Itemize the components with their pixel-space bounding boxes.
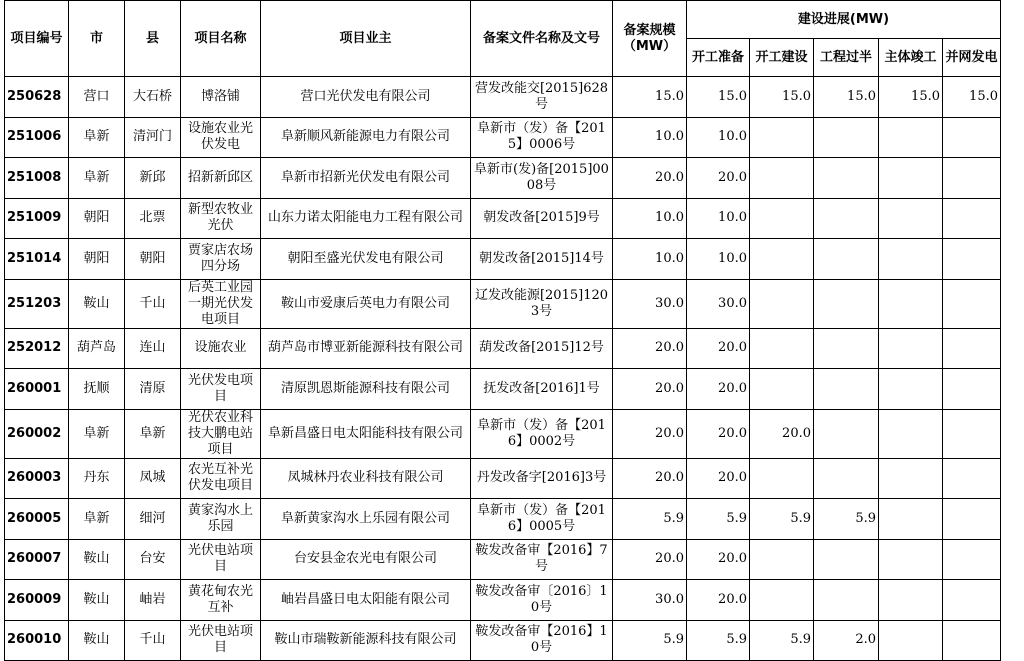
cell-county: 阜新 xyxy=(125,409,181,458)
cell-project-name: 设施农业光伏发电 xyxy=(181,117,261,158)
cell-capacity: 20.0 xyxy=(613,158,687,199)
cell-half xyxy=(814,580,879,621)
cell-project-name: 招新新邱区 xyxy=(181,158,261,199)
cell-owner: 阜新顺风新能源电力有限公司 xyxy=(261,117,471,158)
cell-half xyxy=(814,539,879,580)
table-row xyxy=(5,458,1001,499)
cell-started: 5.9 xyxy=(750,620,814,661)
cell-city: 抚顺 xyxy=(69,369,125,410)
cell-county: 连山 xyxy=(125,328,181,369)
cell-project-id: 260002 xyxy=(5,409,69,458)
table-row xyxy=(5,580,1001,621)
cell-half xyxy=(814,328,879,369)
cell-filing-doc: 阜新市(发)备[2015]0008号 xyxy=(471,158,613,199)
cell-project-name: 贾家店农场四分场 xyxy=(181,239,261,280)
table-row xyxy=(5,620,1001,661)
cell-owner: 山东力诺太阳能电力工程有限公司 xyxy=(261,198,471,239)
cell-half xyxy=(814,409,879,458)
cell-half: 15.0 xyxy=(814,77,879,118)
cell-project-name: 光伏电站项目 xyxy=(181,620,261,661)
table-row xyxy=(5,499,1001,540)
header-completed: 主体竣工 xyxy=(879,39,943,77)
cell-city: 葫芦岛 xyxy=(69,328,125,369)
cell-completed xyxy=(879,239,943,280)
cell-filing-doc: 阜新市（发）备【2015】0006号 xyxy=(471,117,613,158)
cell-filing-doc: 鞍发改备审【2016】7号 xyxy=(471,539,613,580)
cell-filing-doc: 阜新市（发）备【2016】0002号 xyxy=(471,409,613,458)
cell-capacity: 20.0 xyxy=(613,328,687,369)
header-progress: 建设进展(MW) xyxy=(687,1,1001,39)
cell-prep: 20.0 xyxy=(687,539,750,580)
cell-completed xyxy=(879,369,943,410)
cell-city: 丹东 xyxy=(69,458,125,499)
cell-grid xyxy=(943,117,1001,158)
cell-completed xyxy=(879,198,943,239)
cell-county: 千山 xyxy=(125,279,181,328)
project-table xyxy=(4,0,1001,661)
cell-project-id: 250628 xyxy=(5,77,69,118)
cell-capacity: 20.0 xyxy=(613,539,687,580)
cell-project-name: 光伏发电项目 xyxy=(181,369,261,410)
cell-project-id: 251008 xyxy=(5,158,69,199)
table-row xyxy=(5,369,1001,410)
cell-city: 鞍山 xyxy=(69,279,125,328)
cell-county: 新邱 xyxy=(125,158,181,199)
header-owner: 项目业主 xyxy=(261,1,471,77)
cell-prep: 30.0 xyxy=(687,279,750,328)
cell-owner: 鞍山市瑞鞍新能源科技有限公司 xyxy=(261,620,471,661)
cell-city: 鞍山 xyxy=(69,539,125,580)
cell-project-id: 260010 xyxy=(5,620,69,661)
table-row xyxy=(5,539,1001,580)
cell-owner: 营口光伏发电有限公司 xyxy=(261,77,471,118)
cell-project-id: 260001 xyxy=(5,369,69,410)
cell-started: 5.9 xyxy=(750,499,814,540)
cell-half xyxy=(814,117,879,158)
cell-capacity: 30.0 xyxy=(613,279,687,328)
cell-started xyxy=(750,580,814,621)
cell-city: 阜新 xyxy=(69,499,125,540)
header-prep: 开工准备 xyxy=(687,39,750,77)
header-city: 市 xyxy=(69,1,125,77)
cell-county: 清原 xyxy=(125,369,181,410)
cell-prep: 10.0 xyxy=(687,117,750,158)
cell-half xyxy=(814,198,879,239)
table-row xyxy=(5,409,1001,458)
cell-capacity: 20.0 xyxy=(613,369,687,410)
cell-capacity: 10.0 xyxy=(613,198,687,239)
cell-owner: 台安县金农光电有限公司 xyxy=(261,539,471,580)
cell-completed xyxy=(879,117,943,158)
cell-capacity: 15.0 xyxy=(613,77,687,118)
cell-completed xyxy=(879,458,943,499)
table-row xyxy=(5,198,1001,239)
cell-filing-doc: 营发改能交[2015]628号 xyxy=(471,77,613,118)
cell-completed xyxy=(879,620,943,661)
cell-completed xyxy=(879,409,943,458)
header-row-1 xyxy=(5,1,1001,39)
cell-city: 阜新 xyxy=(69,158,125,199)
cell-city: 朝阳 xyxy=(69,198,125,239)
cell-county: 凤城 xyxy=(125,458,181,499)
cell-filing-doc: 辽发改能源[2015]1203号 xyxy=(471,279,613,328)
cell-half: 2.0 xyxy=(814,620,879,661)
cell-city: 鞍山 xyxy=(69,580,125,621)
cell-started xyxy=(750,369,814,410)
cell-project-name: 黄家沟水上乐园 xyxy=(181,499,261,540)
cell-city: 朝阳 xyxy=(69,239,125,280)
table-row xyxy=(5,279,1001,328)
cell-grid xyxy=(943,328,1001,369)
cell-project-id: 251009 xyxy=(5,198,69,239)
cell-completed xyxy=(879,158,943,199)
cell-half: 5.9 xyxy=(814,499,879,540)
cell-started: 15.0 xyxy=(750,77,814,118)
cell-owner: 阜新市招新光伏发电有限公司 xyxy=(261,158,471,199)
cell-grid xyxy=(943,158,1001,199)
cell-project-id: 260003 xyxy=(5,458,69,499)
cell-capacity: 20.0 xyxy=(613,458,687,499)
cell-owner: 鞍山市爱康后英电力有限公司 xyxy=(261,279,471,328)
cell-grid xyxy=(943,580,1001,621)
cell-filing-doc: 抚发改备[2016]1号 xyxy=(471,369,613,410)
header-half: 工程过半 xyxy=(814,39,879,77)
cell-half xyxy=(814,158,879,199)
cell-project-name: 博洛铺 xyxy=(181,77,261,118)
cell-prep: 15.0 xyxy=(687,77,750,118)
table-row xyxy=(5,77,1001,118)
cell-filing-doc: 朝发改备[2015]9号 xyxy=(471,198,613,239)
table-row xyxy=(5,117,1001,158)
cell-completed xyxy=(879,279,943,328)
cell-project-name: 新型农牧业光伏 xyxy=(181,198,261,239)
cell-started xyxy=(750,328,814,369)
cell-owner: 岫岩昌盛日电太阳能有限公司 xyxy=(261,580,471,621)
cell-project-id: 251203 xyxy=(5,279,69,328)
cell-grid xyxy=(943,620,1001,661)
table-row xyxy=(5,328,1001,369)
cell-project-name: 设施农业 xyxy=(181,328,261,369)
table-row xyxy=(5,239,1001,280)
cell-county: 台安 xyxy=(125,539,181,580)
cell-filing-doc: 鞍发改备审〔2016〕10号 xyxy=(471,580,613,621)
cell-completed xyxy=(879,499,943,540)
cell-grid xyxy=(943,369,1001,410)
table-row xyxy=(5,158,1001,199)
cell-prep: 20.0 xyxy=(687,409,750,458)
cell-started xyxy=(750,158,814,199)
cell-project-id: 252012 xyxy=(5,328,69,369)
cell-owner: 凤城林丹农业科技有限公司 xyxy=(261,458,471,499)
cell-county: 朝阳 xyxy=(125,239,181,280)
cell-owner: 葫芦岛市博亚新能源科技有限公司 xyxy=(261,328,471,369)
cell-grid xyxy=(943,239,1001,280)
cell-started xyxy=(750,117,814,158)
cell-project-id: 260005 xyxy=(5,499,69,540)
cell-county: 大石桥 xyxy=(125,77,181,118)
cell-half xyxy=(814,279,879,328)
cell-grid xyxy=(943,409,1001,458)
header-started: 开工建设 xyxy=(750,39,814,77)
cell-half xyxy=(814,458,879,499)
header-capacity: 备案规模（MW） xyxy=(613,1,687,77)
cell-grid: 15.0 xyxy=(943,77,1001,118)
cell-prep: 20.0 xyxy=(687,328,750,369)
cell-project-name: 黄花甸农光互补 xyxy=(181,580,261,621)
cell-owner: 阜新黄家沟水上乐园有限公司 xyxy=(261,499,471,540)
cell-capacity: 10.0 xyxy=(613,117,687,158)
cell-county: 细河 xyxy=(125,499,181,540)
cell-prep: 20.0 xyxy=(687,458,750,499)
cell-started: 20.0 xyxy=(750,409,814,458)
cell-owner: 阜新昌盛日电太阳能科技有限公司 xyxy=(261,409,471,458)
cell-filing-doc: 阜新市（发）备【2016】0005号 xyxy=(471,499,613,540)
cell-owner: 清原凯恩斯能源科技有限公司 xyxy=(261,369,471,410)
cell-project-id: 260007 xyxy=(5,539,69,580)
cell-project-name: 农光互补光伏发电项目 xyxy=(181,458,261,499)
cell-owner: 朝阳至盛光伏发电有限公司 xyxy=(261,239,471,280)
cell-capacity: 10.0 xyxy=(613,239,687,280)
cell-capacity: 30.0 xyxy=(613,580,687,621)
cell-city: 阜新 xyxy=(69,117,125,158)
cell-county: 千山 xyxy=(125,620,181,661)
cell-grid xyxy=(943,539,1001,580)
cell-project-id: 251006 xyxy=(5,117,69,158)
header-grid: 并网发电 xyxy=(943,39,1001,77)
cell-filing-doc: 朝发改备[2015]14号 xyxy=(471,239,613,280)
cell-half xyxy=(814,369,879,410)
cell-filing-doc: 鞍发改备审【2016】10号 xyxy=(471,620,613,661)
cell-capacity: 20.0 xyxy=(613,409,687,458)
cell-capacity: 5.9 xyxy=(613,499,687,540)
cell-city: 鞍山 xyxy=(69,620,125,661)
cell-county: 岫岩 xyxy=(125,580,181,621)
cell-filing-doc: 丹发改备字[2016]3号 xyxy=(471,458,613,499)
cell-completed xyxy=(879,539,943,580)
cell-grid xyxy=(943,499,1001,540)
cell-completed xyxy=(879,328,943,369)
cell-prep: 20.0 xyxy=(687,158,750,199)
cell-prep: 10.0 xyxy=(687,239,750,280)
cell-city: 阜新 xyxy=(69,409,125,458)
cell-half xyxy=(814,239,879,280)
cell-capacity: 5.9 xyxy=(613,620,687,661)
cell-project-name: 后英工业园一期光伏发电项目 xyxy=(181,279,261,328)
cell-county: 清河门 xyxy=(125,117,181,158)
cell-completed: 15.0 xyxy=(879,77,943,118)
header-project-name: 项目名称 xyxy=(181,1,261,77)
header-filing-doc: 备案文件名称及文号 xyxy=(471,1,613,77)
cell-project-name: 光伏电站项目 xyxy=(181,539,261,580)
cell-started xyxy=(750,458,814,499)
header-county: 县 xyxy=(125,1,181,77)
cell-started xyxy=(750,539,814,580)
header-project-id: 项目编号 xyxy=(5,1,69,77)
cell-completed xyxy=(879,580,943,621)
cell-prep: 10.0 xyxy=(687,198,750,239)
cell-started xyxy=(750,279,814,328)
cell-project-id: 251014 xyxy=(5,239,69,280)
cell-filing-doc: 葫发改备[2015]12号 xyxy=(471,328,613,369)
cell-project-name: 光伏农业科技大鹏电站项目 xyxy=(181,409,261,458)
cell-county: 北票 xyxy=(125,198,181,239)
cell-started xyxy=(750,198,814,239)
cell-grid xyxy=(943,458,1001,499)
cell-prep: 20.0 xyxy=(687,369,750,410)
cell-started xyxy=(750,239,814,280)
cell-grid xyxy=(943,198,1001,239)
cell-prep: 5.9 xyxy=(687,499,750,540)
cell-prep: 5.9 xyxy=(687,620,750,661)
cell-prep: 20.0 xyxy=(687,580,750,621)
cell-project-id: 260009 xyxy=(5,580,69,621)
cell-grid xyxy=(943,279,1001,328)
cell-city: 营口 xyxy=(69,77,125,118)
